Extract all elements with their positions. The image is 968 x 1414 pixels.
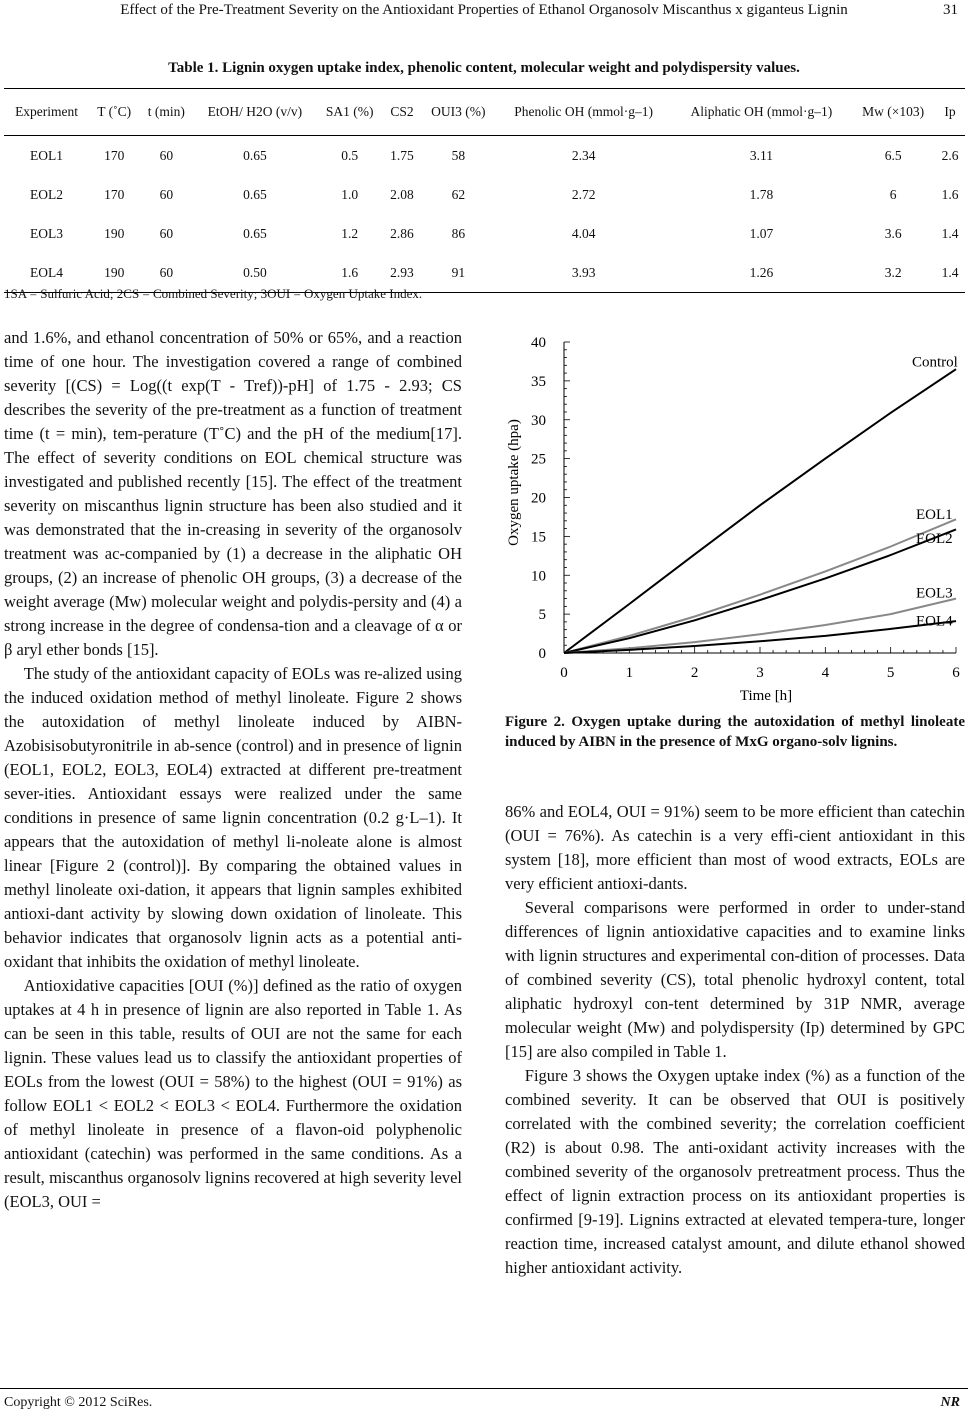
footer-rule bbox=[0, 1388, 968, 1389]
table-cell: 6 bbox=[889, 186, 897, 202]
table-row bbox=[4, 175, 965, 214]
table-cell: 86 bbox=[451, 225, 466, 241]
page-number: 31 bbox=[943, 2, 958, 18]
y-tick-label: 10 bbox=[531, 568, 546, 585]
figure-2-chart bbox=[500, 320, 968, 705]
column-header: Aliphatic OH (mmol·g–1) bbox=[672, 89, 852, 136]
y-tick-label: 40 bbox=[531, 335, 546, 351]
series-line-eol3 bbox=[564, 599, 956, 653]
paragraph: 86% and EOL4, OUI = 91%) seem to be more efficient than catechin (OUI = 76%). As catechin is a very effi-cient antioxidant in this system [18], more efficient than most of wood extracts, EOLs are very efficient antioxi-dants. bbox=[505, 802, 965, 893]
table-cell: 62 bbox=[451, 186, 466, 202]
table-cell: 60 bbox=[159, 225, 174, 241]
table-cell: 1.6 bbox=[316, 253, 383, 293]
x-tick-label: 1 bbox=[625, 665, 634, 681]
x-axis-label: Time [h] bbox=[739, 688, 793, 704]
x-tick-label: 3 bbox=[756, 665, 764, 681]
table-cell: 2.08 bbox=[390, 186, 414, 202]
table-cell: 91 bbox=[421, 253, 496, 293]
figure-caption: Figure 2. Oxygen uptake during the autoxidation of methyl linoleate induced by AIBN in the presence of MxG organo-solv lignins. bbox=[505, 714, 965, 750]
column-header: CS2 bbox=[383, 89, 421, 136]
y-tick-label: 20 bbox=[531, 490, 546, 507]
table-cell: EOL2 bbox=[30, 186, 64, 202]
table-row bbox=[4, 136, 965, 176]
table-cell: 0.65 bbox=[243, 147, 267, 163]
table-cell: 3.93 bbox=[496, 253, 672, 293]
paragraph: The study of the antioxidant capacity of EOLs was re-alized using the induced oxidation method of methyl linoleate. Figure 2 shows the autoxidation of methyl linoleate induced by AIBN-Azobisisobutyronitrile in ab-sence (control) and in presence of lignin (EOL1, EOL2, EOL3, EOL4) extracted at different pre-treatment sever-ities. Antioxidant essays were realized under the same conditions in presence of same lignin concentration (0.2 g·L–1). It appears that the autoxidation of methyl li-noleate alone is almost linear [Figure 2 (control)]. By comparing the obtained values in methyl linoleate oxi-dation, it appears that lignin samples exhibited antioxi-dant activity by slowing down oxidation of linoleate. This behavior indicates that organosolv lignin acts as a potential anti-oxidant that inhibits the oxidation of methyl linoleate. bbox=[4, 664, 462, 971]
table-cell: 2.6 bbox=[941, 147, 959, 163]
table-header-row bbox=[4, 89, 965, 136]
table-cell: 58 bbox=[451, 147, 466, 163]
table-body bbox=[4, 136, 965, 293]
table-cell: 1.2 bbox=[341, 225, 359, 241]
y-tick-label: 25 bbox=[531, 451, 546, 468]
running-title: Effect of the Pre-Treatment Severity on the Antioxidant Properties of Ethanol Organosolv Miscanthus x giganteus Lignin bbox=[120, 2, 848, 18]
table-cell: 1.6 bbox=[941, 186, 959, 202]
table-cell: 0.65 bbox=[243, 186, 267, 202]
table-cell: 1.4 bbox=[935, 253, 965, 293]
table-cell: EOL3 bbox=[30, 225, 64, 241]
table-cell: 2.86 bbox=[390, 225, 414, 241]
y-tick-label: 5 bbox=[538, 607, 546, 624]
table-cell: 0.65 bbox=[243, 225, 267, 241]
column-header: Ip bbox=[935, 89, 965, 136]
column-header: T (˚C) bbox=[89, 89, 139, 136]
series-label: Control bbox=[912, 354, 958, 371]
column-header: Experiment bbox=[4, 89, 89, 136]
series-label: EOL4 bbox=[916, 613, 953, 630]
right-column bbox=[505, 800, 965, 1280]
table-cell: 1.75 bbox=[390, 147, 414, 163]
copyright: Copyright © 2012 SciRes. bbox=[4, 1395, 153, 1410]
table-cell: 170 bbox=[104, 186, 125, 202]
column-header: EtOH/ H2O (v/v) bbox=[193, 89, 316, 136]
series-label: EOL3 bbox=[916, 585, 953, 602]
y-tick-label: 0 bbox=[538, 646, 546, 662]
series-label: EOL2 bbox=[916, 530, 953, 547]
y-tick-label: 35 bbox=[531, 373, 546, 390]
column-header: SA1 (%) bbox=[316, 89, 383, 136]
table-cell: 0.50 bbox=[193, 253, 316, 293]
table-caption: Table 1. Lignin oxygen uptake index, phenolic content, molecular weight and polydispersity values. bbox=[168, 60, 800, 76]
column-header: Phenolic OH (mmol·g–1) bbox=[496, 89, 672, 136]
x-tick-label: 6 bbox=[952, 665, 960, 681]
x-tick-label: 0 bbox=[560, 665, 568, 681]
table-cell: EOL1 bbox=[30, 147, 64, 163]
y-tick-label: 30 bbox=[531, 412, 546, 429]
y-tick-label: 15 bbox=[531, 529, 546, 546]
table-cell: 0.5 bbox=[341, 147, 359, 163]
paragraph: and 1.6%, and ethanol concentration of 50% or 65%, and a reaction time of one hour. The investigation covered a range of combined severity [(CS) = Log((t exp(T - Tref))-pH] of 1.75 - 2.93; CS describes the severity of the pre-treatment as a function of treatment time (t = min), tem-perature (T˚C) and the pH of the medium[17]. The effect of severity conditions on EOL chemical structure was investigated and published recently [15]. The effect of the treatment severity on miscanthus lignin structure has been also studied and it was demonstrated that the in-creasing in severity of the organosolv treatment was ac-companied by (1) a decrease in the aliphatic OH groups, (2) an increase of phenolic OH groups, (3) a decrease of the weight average (Mw) molecular weight and polydis-persity and (4) a strong increase in the degree of condensa-tion and a cleavage of α or β aryl ether bonds [15]. bbox=[4, 328, 462, 659]
table-cell: 6.5 bbox=[884, 147, 902, 163]
table-cell: 190 bbox=[104, 225, 125, 241]
x-tick-label: 2 bbox=[690, 665, 699, 681]
x-tick-label: 5 bbox=[886, 665, 895, 681]
column-header: t (min) bbox=[139, 89, 193, 136]
y-axis-label: Oxygen uptake (hpa) bbox=[506, 419, 522, 546]
table-cell: 60 bbox=[159, 147, 174, 163]
left-column bbox=[4, 326, 462, 1214]
table-cell: 2.93 bbox=[383, 253, 421, 293]
table-cell: 1.26 bbox=[672, 253, 852, 293]
table-cell: 3.6 bbox=[884, 225, 902, 241]
column-header: Mw (×103) bbox=[851, 89, 935, 136]
table-cell: 2.72 bbox=[571, 186, 596, 202]
table-cell: 190 bbox=[89, 253, 139, 293]
table-1 bbox=[4, 88, 965, 293]
table-cell: 60 bbox=[159, 186, 174, 202]
column-header: OUI3 (%) bbox=[421, 89, 496, 136]
paragraph: Figure 3 shows the Oxygen uptake index (%) as a function of the combined severity. It can be observed that OUI is positively correlated with the combined severity; the correlation coefficient (R2) is about 0.98. The anti-oxidant activity increases with the combined severity of the organosolv pretreatment process. Thus the effect of lignin extraction process on its antioxidant properties is confirmed [9-19]. Lignins extracted at elevated tempera-ture, longer reaction time, increased catalyst amount, and dilute ethanol showed higher antioxidant activity. bbox=[505, 1066, 965, 1277]
paragraph: Antioxidative capacities [OUI (%)] defined as the ratio of oxygen uptakes at 4 h in presence of lignin are also reported in Table 1. As can be seen in this table, results of OUI are not the same for each lignin. These values lead us to classify the antioxidant properties of EOLs from the lowest (OUI = 58%) to the highest (OUI = 91%) as follow EOL1 < EOL2 < EOL3 < EOL4. Furthermore the oxidation of methyl linoleate in presence of a flavon-oid polyphenolic antioxidant (catechin) was performed in the same conditions. As a result, miscanthus organosolv lignins recovered at high severity level (EOL3, OUI = bbox=[4, 976, 462, 1211]
table-cell: 3.2 bbox=[851, 253, 935, 293]
paragraph: Several comparisons were performed in order to under-stand differences of lignin antioxidative capacities and to examine links with lignin structures and experimental con-dition of processes. Data of combined severity (CS), total phenolic hydroxyl content, total aliphatic hydroxyl con-tent determined by 31P NMR, average molecular weight (Mw) and polydispersity (Ip) determined by GPC [15] are also compiled in Table 1. bbox=[505, 898, 965, 1061]
table-cell: EOL4 bbox=[4, 253, 89, 293]
x-tick-label: 4 bbox=[821, 665, 830, 681]
series-line-eol1 bbox=[564, 519, 956, 653]
table-cell: 170 bbox=[104, 147, 125, 163]
table-footnote: 1SA = Sulfuric Acid; 2CS = Combined Severity; 3OUI = Oxygen Uptake Index. bbox=[4, 286, 423, 301]
journal-abbrev: NR bbox=[940, 1395, 960, 1410]
table-cell: 2.34 bbox=[571, 147, 596, 163]
series-label: EOL1 bbox=[916, 506, 953, 523]
table-row bbox=[4, 214, 965, 253]
series-line-control bbox=[564, 369, 956, 653]
table-cell: 1.78 bbox=[749, 186, 774, 202]
table-cell: 1.4 bbox=[941, 225, 959, 241]
table-cell: 4.04 bbox=[571, 225, 596, 241]
table-cell: 3.11 bbox=[749, 147, 773, 163]
table-cell: 1.07 bbox=[749, 225, 774, 241]
table-cell: 1.0 bbox=[341, 186, 359, 202]
table-cell: 60 bbox=[139, 253, 193, 293]
